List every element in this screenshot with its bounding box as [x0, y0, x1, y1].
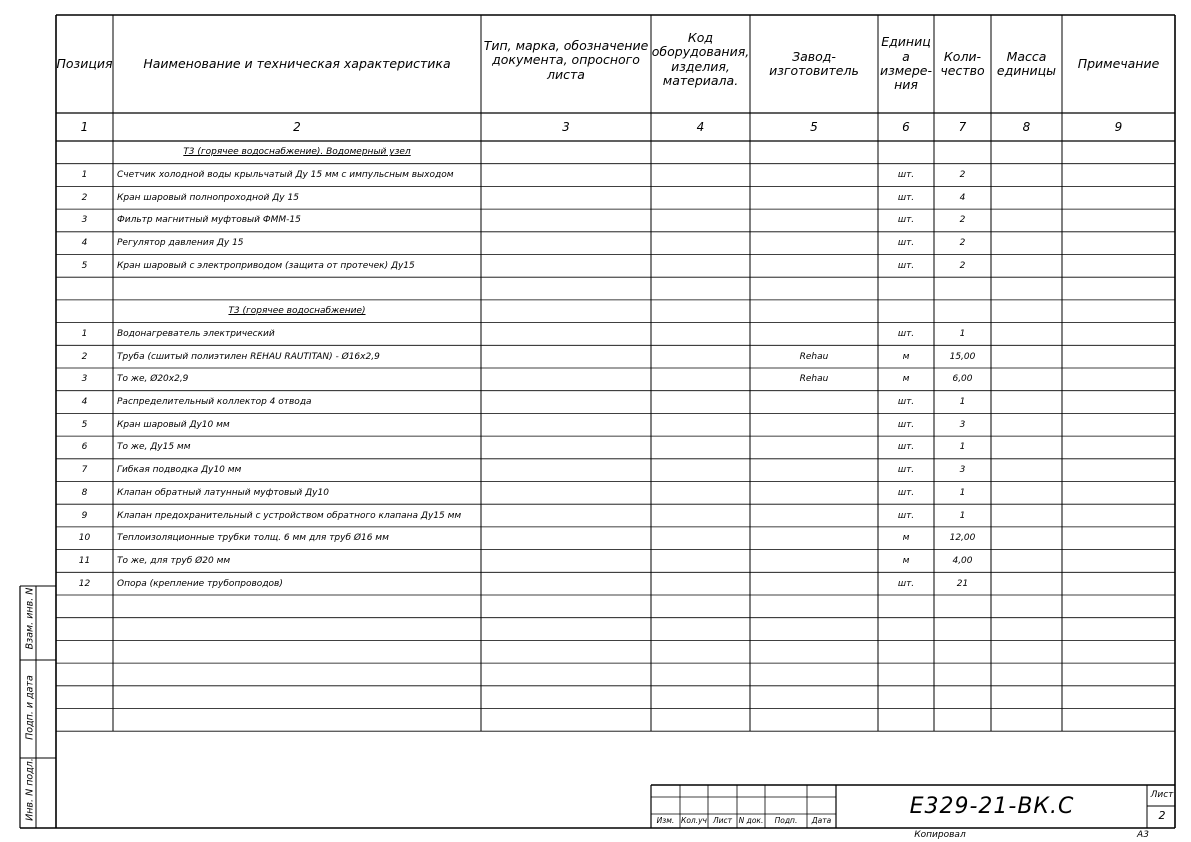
header-text: изготовитель: [769, 63, 859, 78]
header-text: а: [902, 48, 910, 64]
row-name: Кран шаровый Ду10 мм: [117, 419, 230, 430]
title-block-col-label: Кол.уч: [681, 816, 707, 825]
row-name: Распределительный коллектор 4 отвода: [117, 397, 312, 408]
header-text: Примечание: [1077, 55, 1160, 71]
row-pos: 12: [78, 578, 91, 589]
row-pos: 2: [81, 351, 88, 362]
row-name: Гибкая подводка Ду10 мм: [117, 465, 242, 476]
row-maker: [750, 164, 878, 187]
header-text: чество: [940, 63, 985, 78]
title-block-col-label: Дата: [811, 816, 832, 825]
column-number-9: 9: [1114, 120, 1123, 134]
row-pos: 1: [81, 328, 88, 339]
row-name: То же, для труб Ø20 мм: [117, 555, 231, 566]
row-pos: 6: [81, 442, 88, 453]
row-qty: 1: [959, 487, 966, 498]
row-qty: 1: [959, 397, 966, 408]
row-qty: 2: [959, 170, 966, 181]
header-cell-5: [750, 19, 878, 109]
row-pos: 1: [81, 170, 88, 181]
row-pos: [56, 595, 113, 618]
side-label-podp: Подп. и дата: [24, 675, 36, 740]
title-block-col-label: Подп.: [774, 816, 798, 825]
row-name: Труба (сшитый полиэтилен REHAU RAUTITAN) - Ø16х2,9: [117, 351, 380, 362]
title-block-col-label: Изм.: [656, 816, 675, 825]
row-qty: 1: [959, 442, 966, 453]
header-text: Коли-: [943, 48, 982, 64]
row-unit: [878, 709, 934, 732]
row-maker: [750, 141, 878, 164]
row-pos: 5: [81, 260, 88, 271]
title-block-col-label: N док.: [738, 816, 764, 825]
header-text: Единиц: [881, 34, 931, 50]
row-name: [113, 277, 481, 300]
row-name: [113, 709, 481, 732]
column-number-1: 1: [80, 120, 89, 134]
row-pos: 10: [78, 533, 91, 544]
row-unit: шт.: [897, 419, 915, 430]
row-qty: [934, 141, 991, 164]
row-maker: [750, 277, 878, 300]
row-unit: шт.: [897, 260, 915, 271]
row-qty: 4: [959, 192, 966, 203]
row-maker: [750, 482, 878, 505]
row-maker: [750, 640, 878, 663]
header-text: документа, опросного: [492, 52, 640, 68]
row-pos: 7: [81, 465, 88, 476]
row-pos: 2: [81, 192, 88, 203]
row-maker: [750, 709, 878, 732]
header-text: Тип, марка, обозначение: [483, 38, 649, 53]
row-qty: [934, 663, 991, 686]
row-pos: [56, 300, 113, 323]
row-qty: 3: [959, 419, 966, 430]
header-cell-1: [56, 19, 113, 109]
row-name: [113, 618, 481, 641]
row-qty: [934, 618, 991, 641]
header-text: единицы: [996, 63, 1057, 78]
row-unit: шт.: [897, 487, 915, 498]
format-label: А3: [1137, 830, 1149, 840]
row-pos: [56, 640, 113, 663]
row-pos: 11: [78, 555, 91, 566]
column-number-3: 3: [562, 120, 570, 134]
row-qty: 21: [956, 578, 969, 589]
side-label-inv: Инв. N подл.: [24, 758, 36, 821]
row-qty: 1: [959, 328, 966, 339]
row-maker: [750, 459, 878, 482]
copied-label: Копировал: [914, 830, 966, 840]
row-qty: [934, 595, 991, 618]
row-pos: 4: [81, 397, 88, 408]
row-pos: 9: [81, 510, 88, 521]
row-name: Кран шаровый с электроприводом (защита от протечек) Ду15: [117, 260, 415, 271]
header-text: Позиция: [56, 55, 113, 71]
row-unit: [878, 277, 934, 300]
header-cell-7: [934, 19, 991, 109]
row-unit: м: [902, 533, 910, 544]
row-unit: шт.: [897, 328, 915, 339]
row-qty: 6,00: [952, 374, 973, 385]
row-pos: [56, 618, 113, 641]
row-name: Клапан обратный латунный муфтовый Ду10: [117, 487, 329, 498]
row-maker: [750, 572, 878, 595]
column-number-8: 8: [1022, 120, 1031, 134]
row-name: Т3 (горячее водоснабжение). Водомерный узел: [183, 147, 411, 158]
row-maker: [750, 436, 878, 459]
row-maker: [750, 527, 878, 550]
row-name: Счетчик холодной воды крыльчатый Ду 15 мм с импульсным выходом: [117, 170, 454, 181]
header-text: измере-: [879, 63, 933, 78]
row-pos: [56, 277, 113, 300]
row-unit: шт.: [897, 238, 915, 249]
sheet-label: Лист: [1150, 790, 1174, 800]
sheet-number: 2: [1158, 809, 1166, 822]
row-qty: 1: [959, 510, 966, 521]
row-qty: 12,00: [949, 533, 976, 544]
row-pos: 8: [81, 487, 88, 498]
header-text: Код: [687, 30, 714, 45]
row-unit: шт.: [897, 465, 915, 476]
row-unit: шт.: [897, 170, 915, 181]
column-number-5: 5: [810, 120, 818, 134]
row-unit: м: [902, 351, 910, 362]
row-unit: м: [902, 374, 910, 385]
column-number-4: 4: [696, 120, 705, 134]
header-cell-8: [991, 19, 1062, 109]
row-name: Теплоизоляционные трубки толщ. 6 мм для труб Ø16 мм: [117, 533, 389, 544]
document-code: Е329-21-ВК.С: [909, 794, 1075, 819]
row-name: Регулятор давления Ду 15: [117, 238, 244, 249]
row-unit: шт.: [897, 215, 915, 226]
row-name: То же, Ду15 мм: [117, 442, 191, 453]
row-unit: м: [902, 555, 910, 566]
row-name: [113, 663, 481, 686]
row-unit: [878, 141, 934, 164]
row-maker: Rehau: [799, 374, 829, 385]
header-text: Наименование и техническая характеристика: [143, 55, 451, 71]
row-qty: 2: [959, 260, 966, 271]
row-name: Клапан предохранительный с устройством обратного клапана Ду15 мм: [117, 510, 462, 521]
row-qty: [934, 300, 991, 323]
row-maker: [750, 504, 878, 527]
row-unit: шт.: [897, 192, 915, 203]
row-maker: [750, 232, 878, 255]
row-qty: 15,00: [949, 351, 976, 362]
row-name: То же, Ø20х2,9: [117, 374, 189, 385]
row-pos: [56, 709, 113, 732]
row-maker: [750, 686, 878, 709]
title-block-col-label: Лист: [712, 816, 732, 825]
row-qty: [934, 640, 991, 663]
row-unit: [878, 640, 934, 663]
row-unit: [878, 595, 934, 618]
row-pos: 3: [81, 215, 88, 226]
column-number-6: 6: [902, 120, 910, 134]
row-name: [113, 686, 481, 709]
row-maker: [750, 413, 878, 436]
header-text: материала.: [662, 73, 739, 89]
row-maker: [750, 595, 878, 618]
row-maker: Rehau: [799, 351, 829, 362]
row-name: Кран шаровый полнопроходной Ду 15: [117, 192, 299, 203]
row-unit: [878, 300, 934, 323]
row-maker: [750, 391, 878, 414]
row-qty: 4,00: [952, 555, 973, 566]
header-cell-2: [113, 19, 481, 109]
row-name: Т3 (горячее водоснабжение): [228, 306, 366, 317]
row-pos: [56, 686, 113, 709]
row-unit: шт.: [897, 510, 915, 521]
header-cell-4: [651, 19, 750, 109]
column-number-2: 2: [293, 120, 301, 134]
row-pos: 5: [81, 419, 88, 430]
row-pos: [56, 141, 113, 164]
row-maker: [750, 300, 878, 323]
row-maker: [750, 186, 878, 209]
header-text: Завод-: [792, 48, 836, 64]
column-number-7: 7: [958, 120, 967, 134]
header-text: изделия,: [671, 58, 730, 74]
row-qty: 2: [959, 215, 966, 226]
row-name: Водонагреватель электрический: [117, 328, 275, 339]
row-name: Опора (крепление трубопроводов): [117, 578, 283, 589]
header-cell-9: [1062, 19, 1175, 109]
side-label-vzam: Взам. инв. N: [24, 587, 36, 650]
row-name: Фильтр магнитный муфтовый ФММ-15: [117, 215, 301, 226]
row-unit: [878, 618, 934, 641]
row-maker: [750, 618, 878, 641]
row-qty: [934, 277, 991, 300]
row-name: [113, 595, 481, 618]
header-cell-3: [481, 19, 651, 109]
row-qty: 3: [959, 465, 966, 476]
row-maker: [750, 663, 878, 686]
header-cell-6: [878, 19, 934, 109]
row-qty: [934, 686, 991, 709]
row-unit: шт.: [897, 578, 915, 589]
row-unit: шт.: [897, 442, 915, 453]
row-pos: 3: [81, 374, 88, 385]
header-text: ния: [894, 77, 918, 93]
row-unit: [878, 686, 934, 709]
row-qty: [934, 709, 991, 732]
row-unit: [878, 663, 934, 686]
row-maker: [750, 550, 878, 573]
row-maker: [750, 323, 878, 346]
row-pos: [56, 663, 113, 686]
row-pos: 4: [81, 238, 88, 249]
row-maker: [750, 209, 878, 232]
row-qty: 2: [959, 238, 966, 249]
row-maker: [750, 255, 878, 278]
header-text: Масса: [1006, 48, 1047, 64]
header-text: листа: [547, 66, 585, 82]
row-unit: шт.: [897, 397, 915, 408]
row-name: [113, 640, 481, 663]
header-text: оборудования,: [651, 44, 750, 60]
